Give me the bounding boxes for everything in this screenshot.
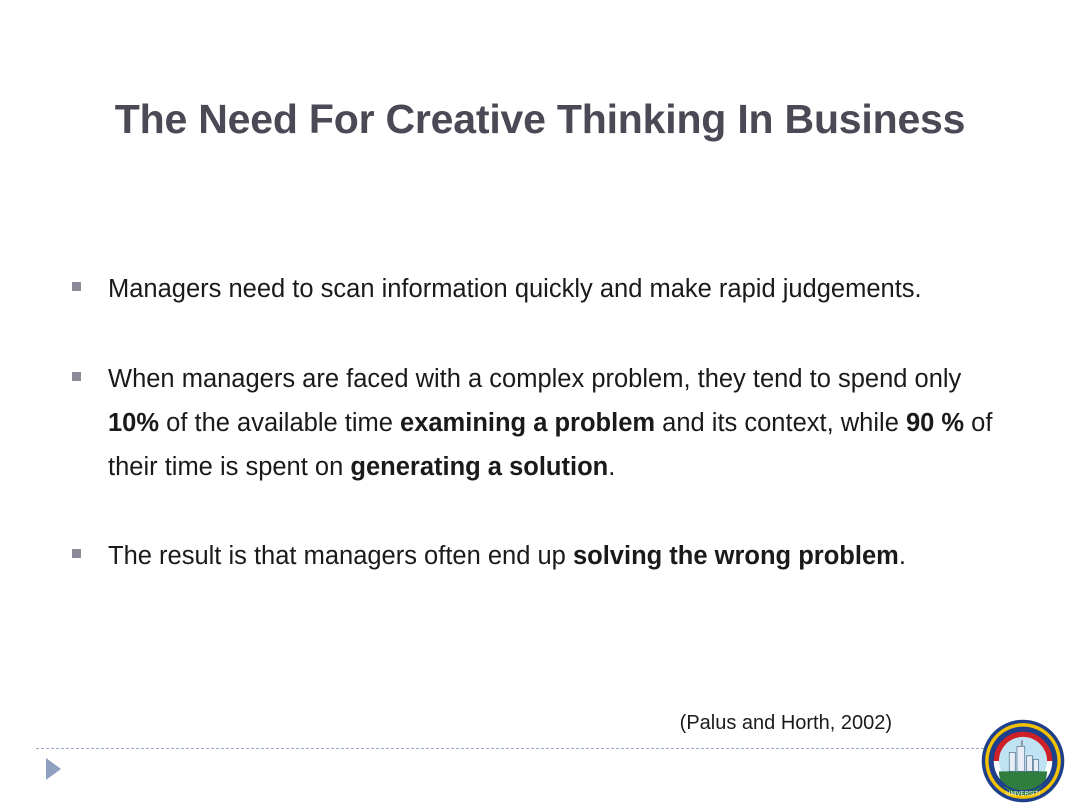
bullet-marker-icon	[72, 549, 81, 558]
slide-body	[72, 268, 1012, 579]
footer-divider	[36, 748, 1044, 749]
university-seal-icon	[980, 718, 1066, 804]
bullet-marker-icon	[72, 372, 81, 381]
list-item	[72, 268, 1012, 312]
list-item	[72, 358, 1012, 490]
bullet-text-1: Managers need to scan information quickly and make rapid judgements.	[108, 275, 922, 303]
bullet-marker-icon	[72, 282, 81, 291]
bullet-text-2: When managers are faced with a complex problem, they tend to spend only 10% of the available time examining a problem and its context, while 90 % of their time is spent on generating a solution.	[108, 364, 993, 481]
svg-text:UNIVERSITI: UNIVERSITI	[1006, 791, 1040, 798]
play-arrow-icon[interactable]	[46, 758, 61, 780]
bullet-text-3: The result is that managers often end up solving the wrong problem.	[108, 542, 906, 571]
page-title: The Need For Creative Thinking In Business	[114, 96, 966, 142]
citation: (Palus and Horth, 2002)	[679, 712, 892, 734]
list-item	[72, 535, 1012, 579]
